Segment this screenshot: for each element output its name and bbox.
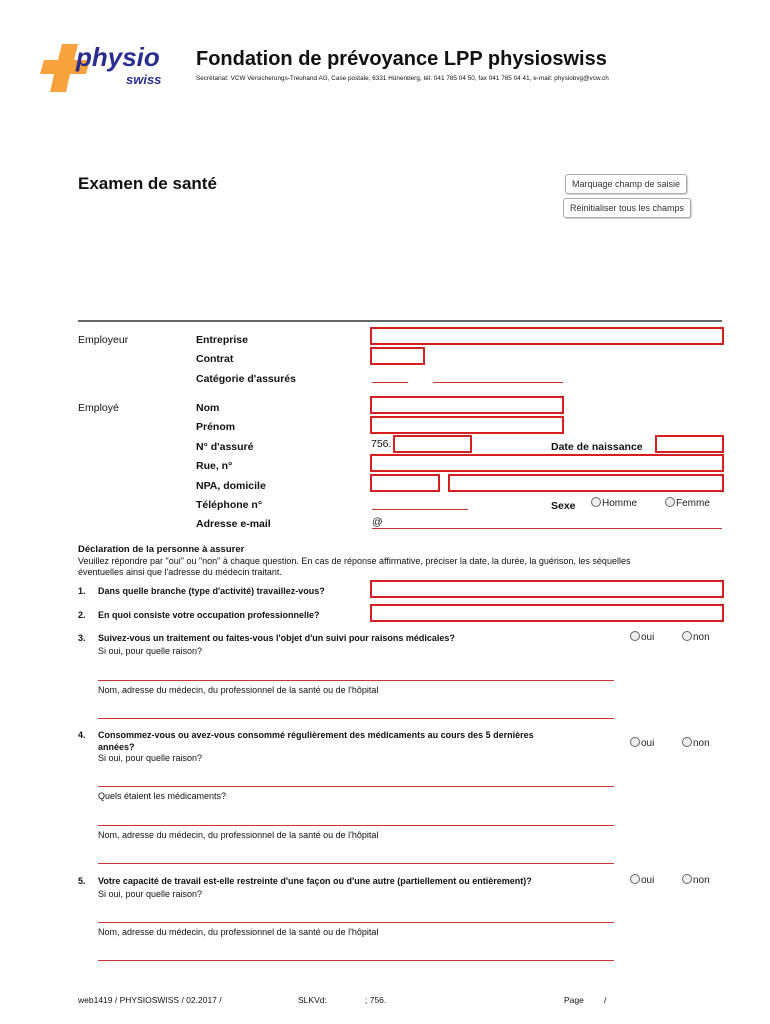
sex-female-radio[interactable]: Femme bbox=[665, 497, 710, 509]
logo-word: physio bbox=[76, 42, 160, 72]
contract-field[interactable] bbox=[370, 347, 425, 365]
question-4-no-radio[interactable]: non bbox=[682, 737, 710, 749]
reset-fields-button[interactable]: Réinitialiser tous les champs bbox=[563, 198, 691, 218]
question-5-yes-radio[interactable]: oui bbox=[630, 874, 654, 886]
question-2-text: En quoi consiste votre occupation professionnelle? bbox=[98, 610, 320, 620]
question-number: 1. bbox=[78, 586, 86, 596]
logo-subword: swiss bbox=[126, 72, 162, 87]
radio-circle-icon bbox=[682, 737, 692, 747]
zip-city-label: NPA, domicile bbox=[196, 480, 266, 492]
declaration-title: Déclaration de la personne à assurer bbox=[78, 544, 245, 555]
question-5-no-radio[interactable]: non bbox=[682, 874, 710, 886]
question-4-medications-field[interactable] bbox=[98, 825, 614, 826]
company-label: Entreprise bbox=[196, 334, 248, 346]
question-4-reason-label: Si oui, pour quelle raison? bbox=[98, 753, 203, 763]
street-field[interactable] bbox=[370, 454, 724, 472]
footer-ssn: ; 756. bbox=[365, 995, 387, 1005]
contract-label: Contrat bbox=[196, 353, 234, 365]
question-5-reason-field[interactable] bbox=[98, 922, 614, 923]
city-field[interactable] bbox=[448, 474, 724, 492]
radio-circle-icon bbox=[665, 497, 675, 507]
name-field[interactable] bbox=[370, 396, 564, 414]
radio-circle-icon bbox=[682, 874, 692, 884]
insured-category-label: Catégorie d'assurés bbox=[196, 373, 296, 385]
question-3-doctor-label: Nom, adresse du médecin, du professionnel de la santé ou de l'hôpital bbox=[98, 685, 379, 695]
employer-section-label: Employeur bbox=[78, 334, 129, 346]
street-label: Rue, n° bbox=[196, 460, 233, 472]
radio-circle-icon bbox=[591, 497, 601, 507]
sex-label: Sexe bbox=[551, 500, 576, 512]
question-2-field[interactable] bbox=[370, 604, 724, 622]
question-3-yes-radio[interactable]: oui bbox=[630, 631, 654, 643]
secretariat-address: Secrétariat: VCW Versicherungs-Treuhand AG, Case postale, 6331 Hünenberg, tél. 041 785 04 50, fax 041 785 04 41, e-mail: physiobvg@vcw.ch bbox=[196, 75, 609, 82]
question-number: 5. bbox=[78, 876, 86, 886]
question-3-doctor-field[interactable] bbox=[98, 718, 614, 719]
sex-male-radio[interactable]: Homme bbox=[591, 497, 637, 509]
insured-number-label: N° d'assuré bbox=[196, 441, 254, 453]
question-3-no-radio[interactable]: non bbox=[682, 631, 710, 643]
question-4-text-line2: années? bbox=[98, 742, 135, 752]
firstname-field[interactable] bbox=[370, 416, 564, 434]
question-3-reason-label: Si oui, pour quelle raison? bbox=[98, 646, 203, 656]
mark-fields-button[interactable]: Marquage champ de saisie bbox=[565, 174, 687, 194]
insured-number-prefix: 756. bbox=[371, 438, 392, 450]
category-name-field[interactable] bbox=[433, 382, 563, 383]
email-label: Adresse e-mail bbox=[196, 518, 271, 530]
footer-page-label: Page bbox=[564, 995, 584, 1005]
question-1-field[interactable] bbox=[370, 580, 724, 598]
section-divider bbox=[78, 320, 722, 322]
question-1-text: Dans quelle branche (type d'activité) travaillez-vous? bbox=[98, 586, 325, 596]
radio-circle-icon bbox=[630, 874, 640, 884]
question-4-yes-radio[interactable]: oui bbox=[630, 737, 654, 749]
declaration-instructions-line1: Veuillez répondre par "oui" ou "non" à chaque question. En cas de réponse affirmative, préciser la date, la durée, la guérison, les séquelles bbox=[78, 556, 631, 566]
radio-circle-icon bbox=[682, 631, 692, 641]
question-number: 2. bbox=[78, 610, 86, 620]
question-5-reason-label: Si oui, pour quelle raison? bbox=[98, 889, 203, 899]
email-at-sign: @ bbox=[372, 516, 383, 528]
declaration-instructions-line2: éventuelles ainsi que l'adresse du médecin traitant. bbox=[78, 567, 282, 577]
question-4-medications-label: Quels étaient les médicaments? bbox=[98, 791, 227, 801]
birthdate-label: Date de naissance bbox=[551, 441, 643, 453]
email-field[interactable] bbox=[372, 528, 722, 529]
radio-circle-icon bbox=[630, 737, 640, 747]
phone-label: Téléphone n° bbox=[196, 499, 263, 511]
employee-section-label: Employé bbox=[78, 402, 119, 414]
question-5-doctor-label: Nom, adresse du médecin, du professionnel de la santé ou de l'hôpital bbox=[98, 927, 379, 937]
birthdate-field[interactable] bbox=[655, 435, 724, 453]
question-4-doctor-field[interactable] bbox=[98, 863, 614, 864]
question-5-text: Votre capacité de travail est-elle restreinte d'une façon ou d'une autre (partiellement ou entièrement)? bbox=[98, 876, 532, 886]
insured-number-field[interactable] bbox=[393, 435, 472, 453]
question-5-doctor-field[interactable] bbox=[98, 960, 614, 961]
footer-slkvd-label: SLKVd: bbox=[298, 995, 327, 1005]
page-title: Fondation de prévoyance LPP physioswiss bbox=[196, 48, 607, 70]
physioswiss-logo bbox=[40, 40, 180, 96]
radio-circle-icon bbox=[630, 631, 640, 641]
firstname-label: Prénom bbox=[196, 421, 236, 433]
question-3-text: Suivez-vous un traitement ou faites-vous l'objet d'un suivi pour raisons médicales? bbox=[98, 633, 455, 643]
name-label: Nom bbox=[196, 402, 220, 414]
question-4-reason-field[interactable] bbox=[98, 786, 614, 787]
footer-page-separator: / bbox=[604, 995, 607, 1005]
company-field[interactable] bbox=[370, 327, 724, 345]
question-3-reason-field[interactable] bbox=[98, 680, 614, 681]
question-4-doctor-label: Nom, adresse du médecin, du professionnel de la santé ou de l'hôpital bbox=[98, 830, 379, 840]
question-4-text-line1: Consommez-vous ou avez-vous consommé régulièrement des médicaments au cours des 5 dernières bbox=[98, 730, 534, 740]
question-number: 3. bbox=[78, 633, 86, 643]
phone-field[interactable] bbox=[372, 509, 468, 510]
document-title: Examen de santé bbox=[78, 174, 217, 193]
question-number: 4. bbox=[78, 730, 86, 740]
category-code-field[interactable] bbox=[372, 382, 408, 383]
footer-reference: web1419 / PHYSIOSWISS / 02.2017 / bbox=[78, 995, 222, 1005]
zip-field[interactable] bbox=[370, 474, 440, 492]
